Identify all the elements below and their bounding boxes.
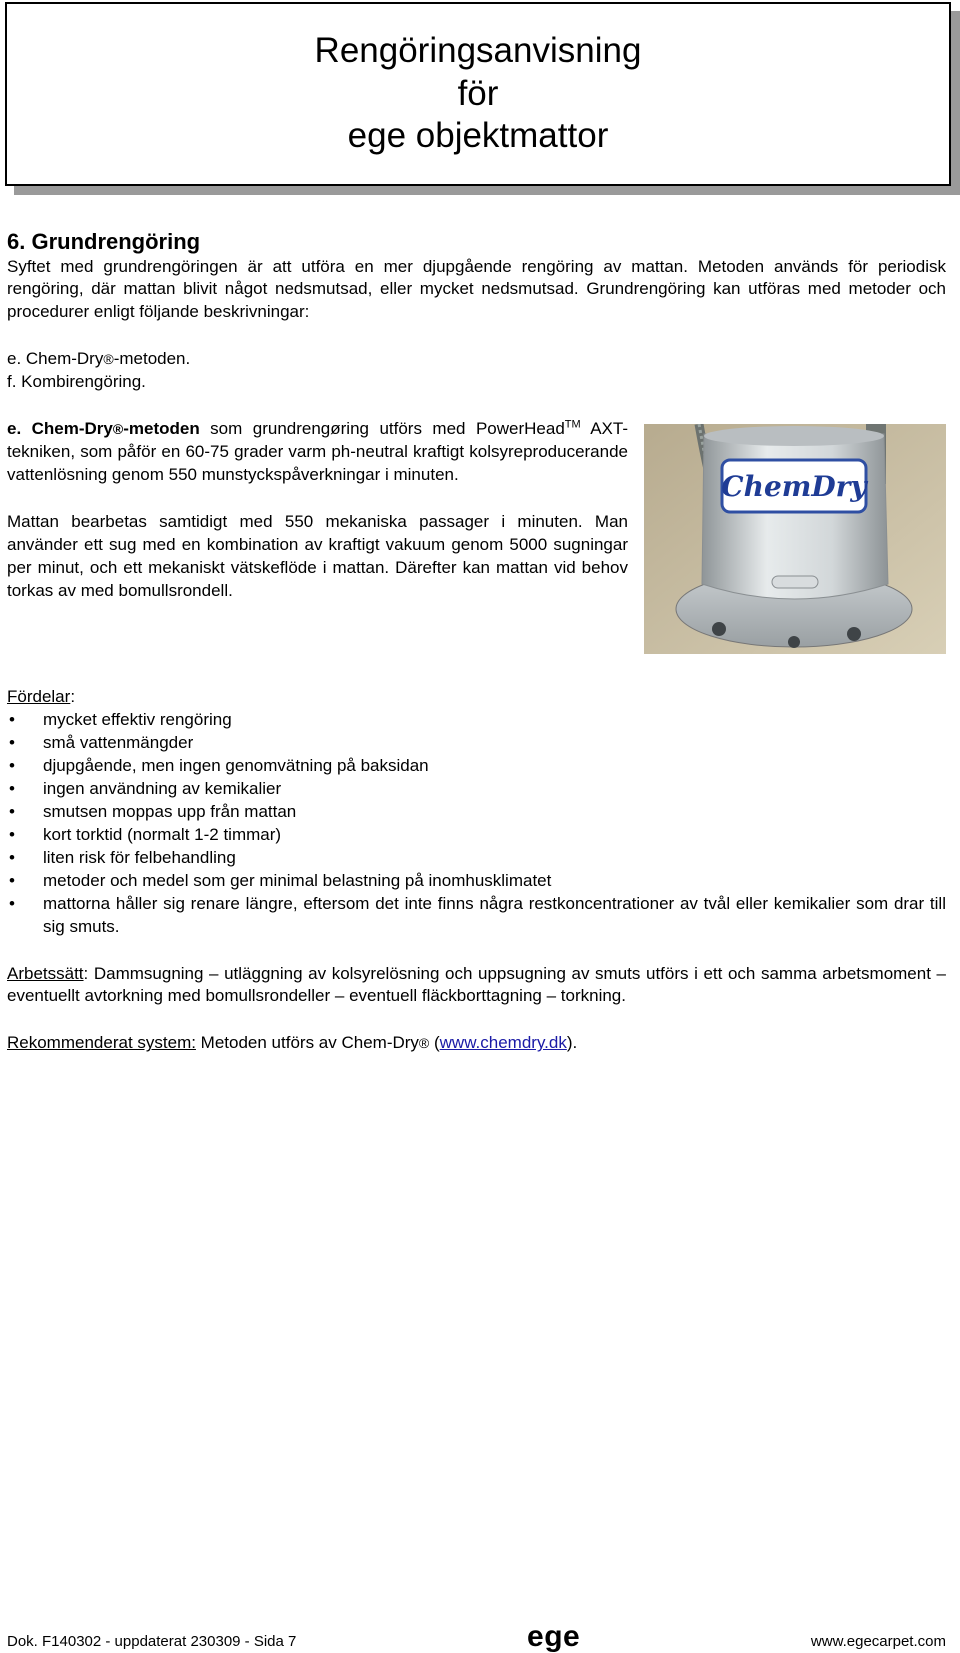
page-footer [7, 1616, 946, 1652]
document-body [7, 228, 946, 1055]
intro-paragraph: Syftet med grundrengöringen är att utföra en mer djupgående rengöring av mattan. Metoden används för periodisk rengöring, där mattan blivit något nedsmutsad, eller mycket nedsmutsad. Grundrengöring kan utföras med metoder och procedurer enligt följande beskrivningar: [7, 256, 946, 322]
benefit-item: • smutsen moppas upp från mattan [7, 801, 946, 824]
title-line-1: Rengöringsanvisning [314, 30, 642, 70]
ege-logo: ege [527, 1620, 581, 1653]
registered-mark: ® [103, 351, 114, 368]
recommended-system: Rekommenderat system: Metoden utförs av Chem-Dry® (www.chemdry.dk). [7, 1033, 578, 1053]
benefit-item: • små vattenmängder [7, 732, 946, 755]
chemdry-logo-text: ChemDry [721, 470, 867, 504]
process-paragraph: Mattan bearbetas samtidigt med 550 mekaniska passager i minuten. Man använder ett sug med en kombination av kraftigt vakuum genom 5000 sugningar per minut, och ett mekaniskt vätskeflöde i mattan. Därefter kan mattan vid behov torkas av med bomullsrondell. [7, 512, 628, 600]
title-box [5, 2, 951, 186]
chemdry-machine-photo [644, 424, 946, 654]
benefit-item: • kort torktid (normalt 1-2 timmar) [7, 824, 946, 847]
benefits-heading: Fördelar: [7, 687, 76, 707]
title-line-3: ege objektmattor [347, 116, 609, 156]
chemdry-link[interactable]: www.chemdry.dk [439, 1033, 567, 1053]
title-line-2: för [457, 73, 499, 113]
benefit-item: • metoder och medel som ger minimal belastning på inomhusklimatet [7, 870, 946, 893]
method-description: e. Chem-Dry®-metoden som grundrengøring utförs med PowerHead™ AXT-tekniken, som påför en 60-75 grader varm ph-neutral kraftigt kolsyreproducerande vattenlösning genom 550 munstyckspåverkningar i minuten. [7, 418, 628, 485]
benefit-item: • ingen användning av kemikalier [7, 778, 946, 801]
footer-doc-info: Dok. F140302 - uppdaterat 230309 - Sida 7 [7, 1632, 297, 1650]
footer-website: www.egecarpet.com [810, 1632, 946, 1650]
benefit-item: • mattorna håller sig renare längre, eftersom det inte finns några restkoncentrationer av tvål eller kemikalier som drar till sig smuts. [7, 893, 946, 939]
method-option-e: e. Chem-Dry®-metoden. [7, 349, 191, 369]
section-heading: 6. Grundrengöring [7, 229, 201, 254]
work-method-paragraph: Arbetssätt: Dammsugning – utläggning av kolsyrelösning och uppsugning av smuts utförs i ett och samma arbetsmoment – eventuellt avtorkning med bomullsrondeller – eventuell fläckborttagning – torkning. [7, 963, 946, 1006]
benefit-item: • mycket effektiv rengöring [7, 709, 946, 732]
trademark-symbol: TM [564, 418, 581, 431]
method-option-f: f. Kombirengöring. [7, 372, 146, 392]
benefit-item: • liten risk för felbehandling [7, 847, 946, 870]
benefit-item: • djupgående, men ingen genomvätning på baksidan [7, 755, 946, 778]
benefits-list [7, 709, 946, 938]
